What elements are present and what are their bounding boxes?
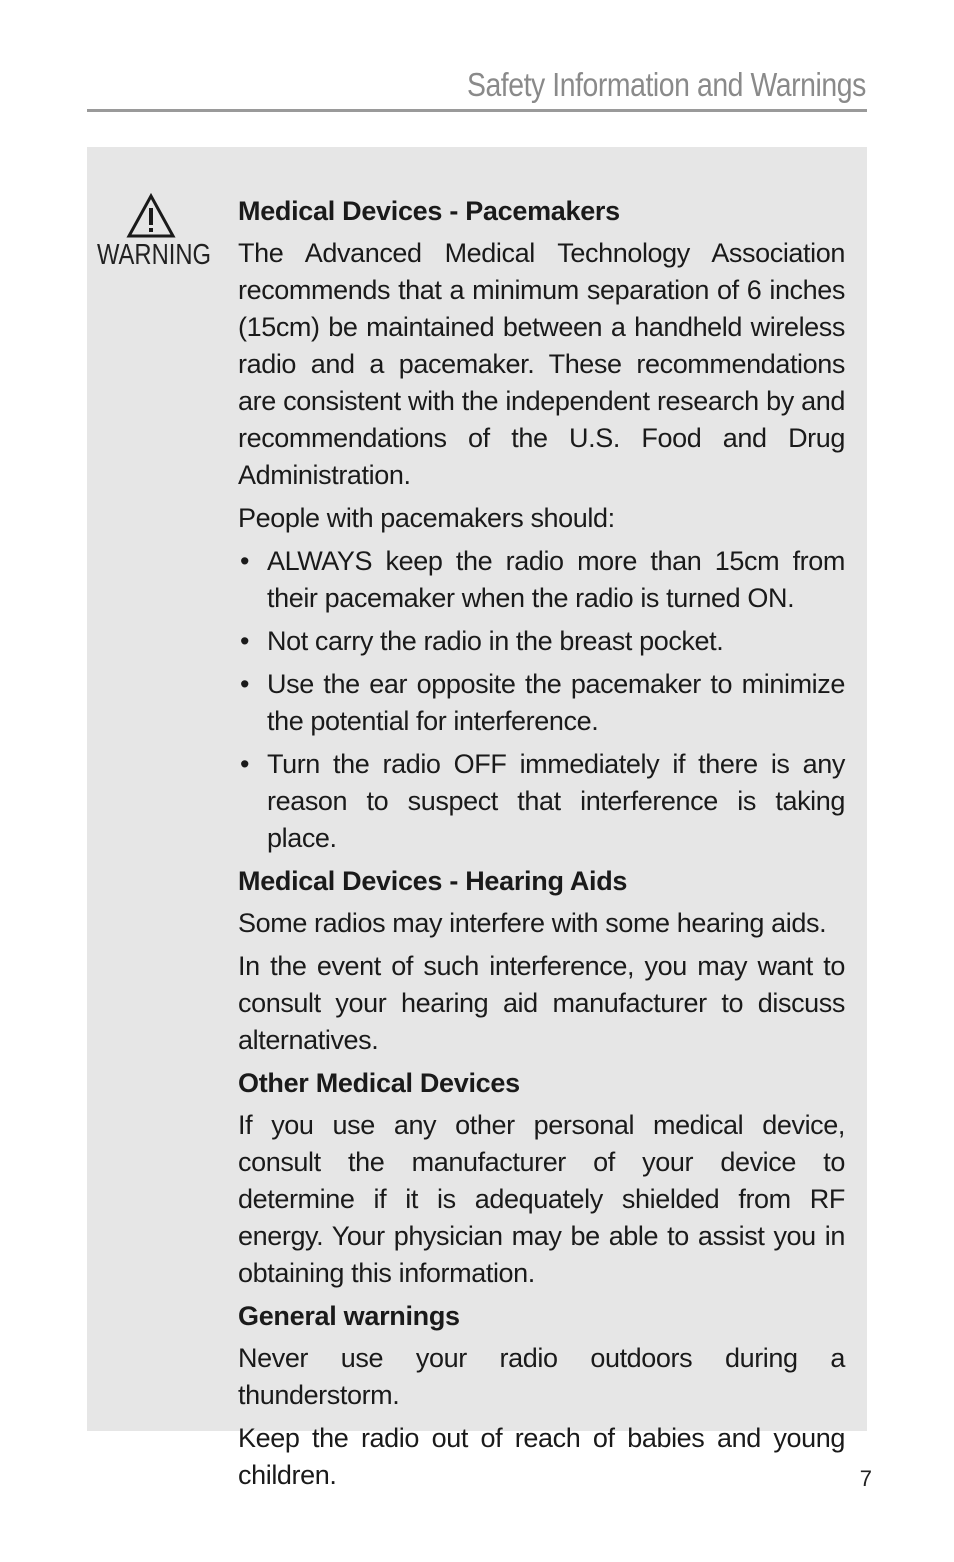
bullet-icon: •: [240, 749, 250, 779]
list-item-text: Use the ear opposite the pacemaker to minimize the potential for interference.: [267, 669, 845, 736]
section-heading-other-devices: Other Medical Devices: [238, 1068, 520, 1098]
section-heading-hearing-aids: Medical Devices - Hearing Aids: [238, 866, 628, 896]
section-heading-pacemakers: Medical Devices - Pacemakers: [238, 196, 620, 226]
bullet-icon: •: [240, 669, 250, 699]
list-item-text: Not carry the radio in the breast pocket.: [267, 626, 724, 656]
list-item: [238, 666, 845, 740]
list-item: [238, 746, 845, 857]
pacemakers-bullet-list: [238, 543, 845, 857]
list-item-text: Turn the radio OFF immediately if there is any reason to suspect that interference is taking place.: [267, 749, 845, 853]
general-warnings-paragraph-1: Never use your radio outdoors during a thunderstorm.: [238, 1343, 845, 1410]
bullet-icon: •: [240, 626, 250, 656]
page-title: Safety Information and Warnings: [467, 66, 866, 103]
warning-label: WARNING: [97, 239, 212, 271]
list-item: [238, 543, 845, 617]
other-devices-paragraph: If you use any other personal medical device, consult the manufacturer of your device to determine if it is adequately shielded from RF energy. Your physician may be able to assist you in obtaining this information.: [238, 1110, 845, 1288]
header-divider: [87, 109, 867, 112]
pacemakers-paragraph: The Advanced Medical Technology Association recommends that a minimum separation of 6 inches (15cm) be maintained between a handheld wireless radio and a pacemaker. These recommendations are consistent with the independent research by and recommendations of the U.S. Food and Drug Administration.: [238, 238, 845, 490]
hearing-aids-paragraph-2: In the event of such interference, you may want to consult your hearing aid manufacturer to discuss alternatives.: [238, 951, 845, 1055]
page-number: 7: [859, 1466, 872, 1491]
hearing-aids-paragraph-1: Some radios may interfere with some hearing aids.: [238, 908, 827, 938]
warning-content: [238, 193, 845, 1500]
list-item-text: ALWAYS keep the radio more than 15cm from their pacemaker when the radio is turned ON.: [267, 546, 845, 613]
general-warnings-paragraph-2: Keep the radio out of reach of babies and young children.: [238, 1423, 845, 1490]
section-heading-general-warnings: General warnings: [238, 1301, 460, 1331]
list-item: [238, 623, 845, 660]
warning-panel: [87, 147, 867, 1490]
bullet-icon: •: [240, 546, 250, 576]
pacemakers-intro: People with pacemakers should:: [238, 503, 615, 533]
warning-triangle-icon: [126, 193, 176, 239]
